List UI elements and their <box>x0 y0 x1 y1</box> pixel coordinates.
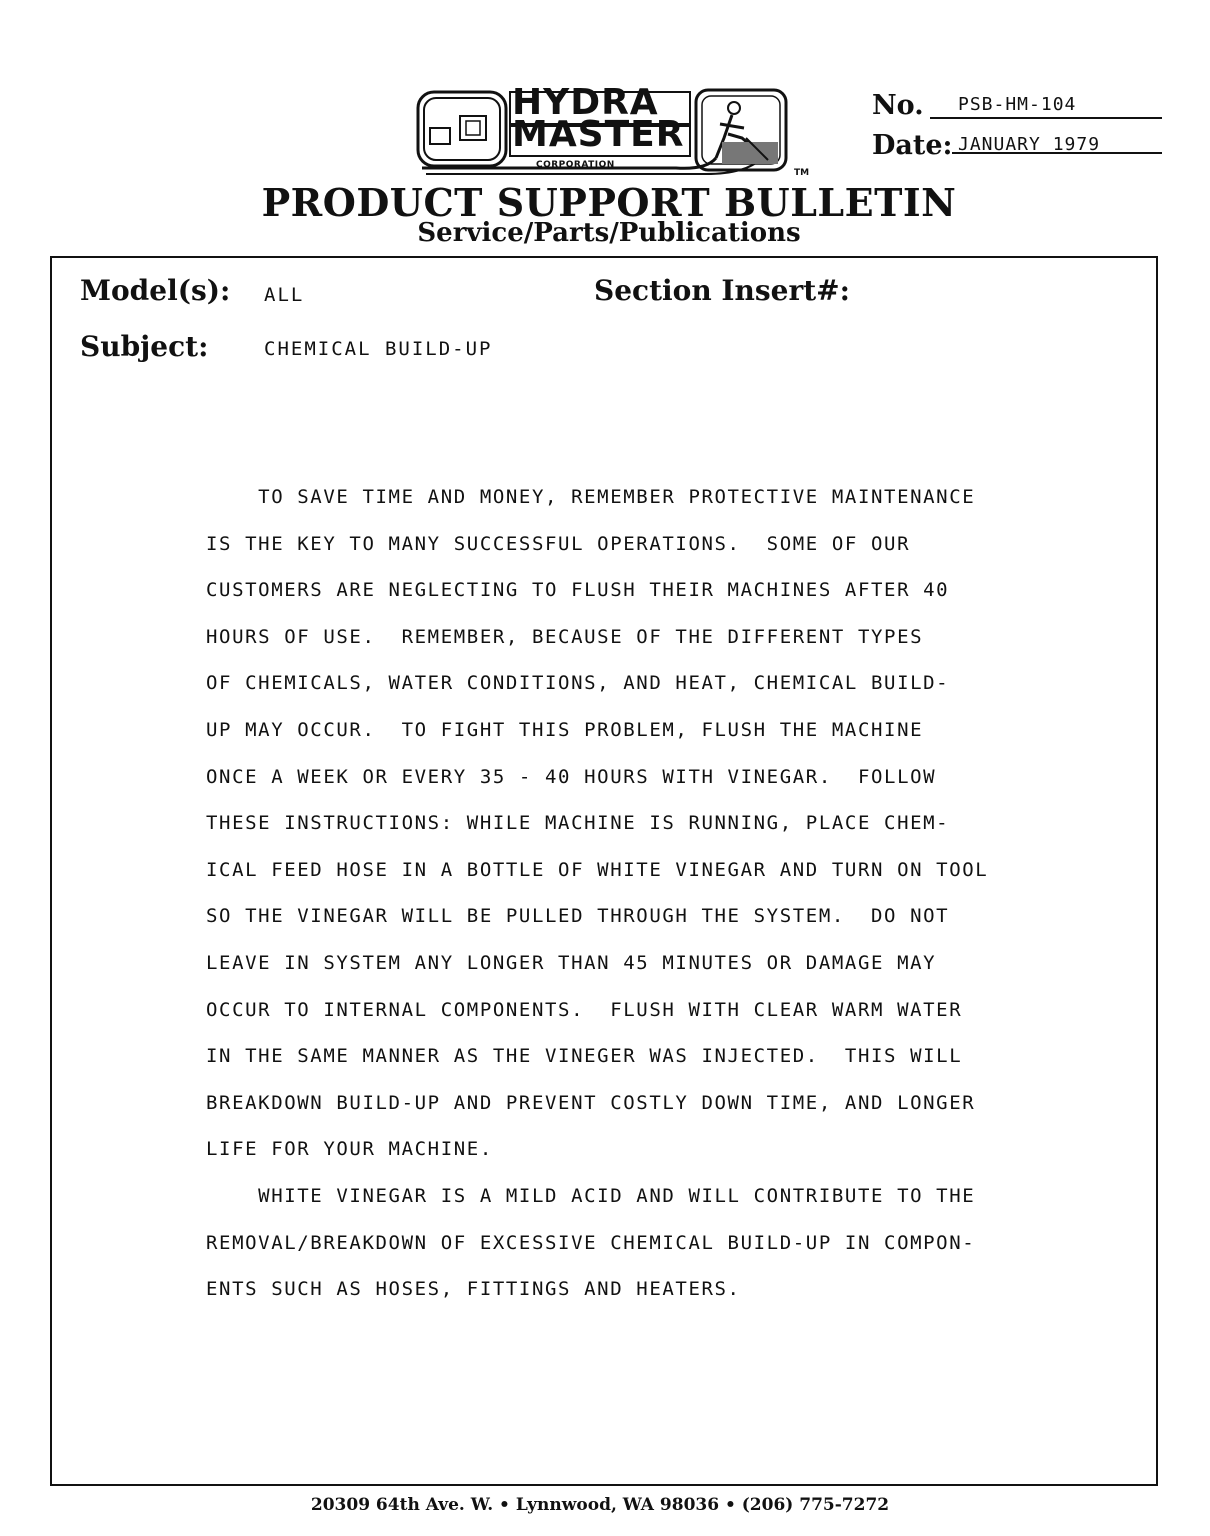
logo-word-hydra: HYDRA <box>512 82 659 123</box>
logo-word-master: MASTER <box>512 114 685 155</box>
logo-corporation: CORPORATION <box>536 160 615 170</box>
section-insert-label: Section Insert#: <box>594 274 850 307</box>
bulletin-date-value: JANUARY 1979 <box>958 134 1101 155</box>
bulletin-date-label: Date: <box>872 130 953 161</box>
body-line: ENTS SUCH AS HOSES, FITTINGS AND HEATERS. <box>206 1278 741 1301</box>
bulletin-title: PRODUCT SUPPORT BULLETIN <box>261 180 957 225</box>
body-line: ICAL FEED HOSE IN A BOTTLE OF WHITE VINEGAR AND TURN ON TOOL <box>206 858 989 881</box>
models-value: ALL <box>264 284 305 306</box>
body-line: ONCE A WEEK OR EVERY 35 - 40 HOURS WITH VINEGAR. FOLLOW <box>206 765 937 788</box>
body-line: HOURS OF USE. REMEMBER, BECAUSE OF THE DIFFERENT TYPES <box>206 625 924 648</box>
body-line: UP MAY OCCUR. TO FIGHT THIS PROBLEM, FLUSH THE MACHINE <box>206 718 924 741</box>
logo-trademark: TM <box>794 168 810 178</box>
body-line: OF CHEMICALS, WATER CONDITIONS, AND HEAT, CHEMICAL BUILD- <box>206 672 950 695</box>
body-line: IN THE SAME MANNER AS THE VINEGER WAS INJECTED. THIS WILL <box>206 1045 963 1068</box>
hydramaster-logo <box>416 82 820 180</box>
bulletin-number-value: PSB-HM-104 <box>958 94 1077 115</box>
body-line: WHITE VINEGAR IS A MILD ACID AND WILL CONTRIBUTE TO THE <box>206 1184 976 1207</box>
body-line: CUSTOMERS ARE NEGLECTING TO FLUSH THEIR MACHINES AFTER 40 <box>206 579 950 602</box>
bulletin-subtitle: Service/Parts/Publications <box>417 218 801 248</box>
subject-value: CHEMICAL BUILD-UP <box>264 338 493 360</box>
company-address: 20309 64th Ave. W. • Lynnwood, WA 98036 • (206) 775-7272 <box>310 1495 890 1515</box>
body-line: SO THE VINEGAR WILL BE PULLED THROUGH THE SYSTEM. DO NOT <box>206 905 950 928</box>
body-line: REMOVAL/BREAKDOWN OF EXCESSIVE CHEMICAL BUILD-UP IN COMPON- <box>206 1231 976 1254</box>
models-label: Model(s): <box>80 274 231 307</box>
body-line: IS THE KEY TO MANY SUCCESSFUL OPERATIONS. SOME OF OUR <box>206 532 911 555</box>
body-line: OCCUR TO INTERNAL COMPONENTS. FLUSH WITH CLEAR WARM WATER <box>206 998 963 1021</box>
bulletin-number-label: No. <box>872 90 924 121</box>
subject-label: Subject: <box>80 330 209 363</box>
body-line: LEAVE IN SYSTEM ANY LONGER THAN 45 MINUTES OR DAMAGE MAY <box>206 951 937 974</box>
body-line: THESE INSTRUCTIONS: WHILE MACHINE IS RUNNING, PLACE CHEM- <box>206 812 950 835</box>
body-line: TO SAVE TIME AND MONEY, REMEMBER PROTECTIVE MAINTENANCE <box>206 486 976 508</box>
body-line: LIFE FOR YOUR MACHINE. <box>206 1138 493 1161</box>
bulletin-number-underline <box>930 117 1162 119</box>
bulletin-body <box>206 474 1106 1313</box>
body-line: BREAKDOWN BUILD-UP AND PREVENT COSTLY DOWN TIME, AND LONGER <box>206 1091 976 1114</box>
